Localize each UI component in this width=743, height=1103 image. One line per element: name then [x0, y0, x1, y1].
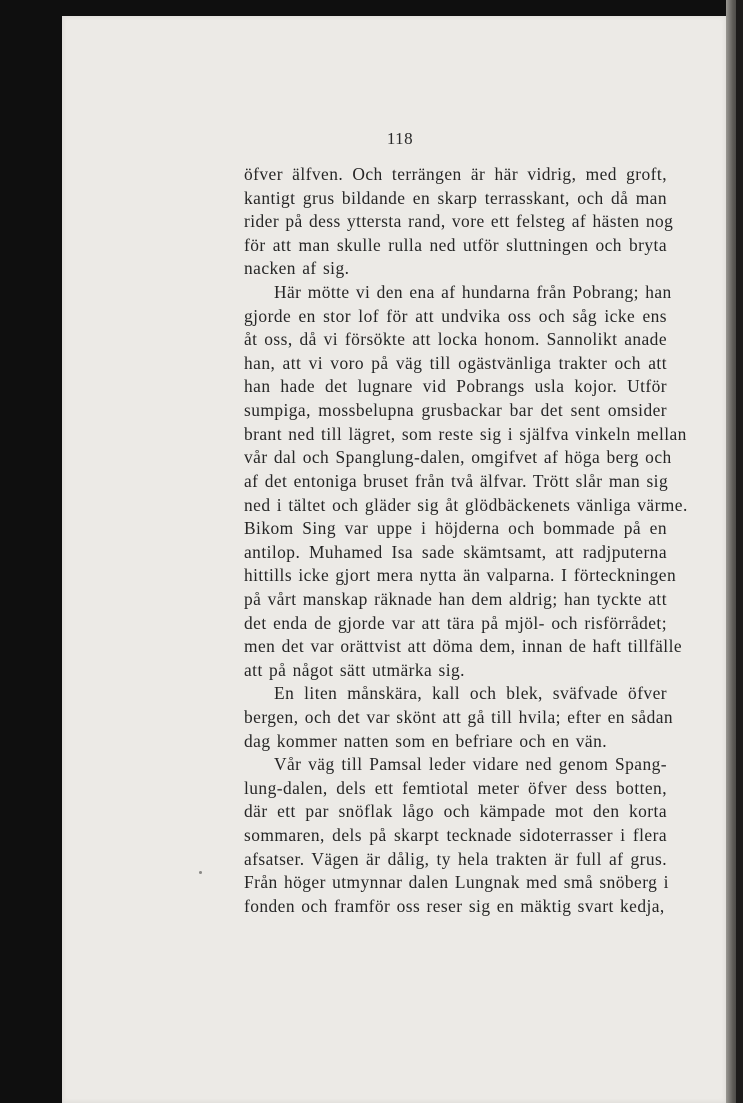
text-line: åt oss, då vi försökte att locka honom. Sannolikt anade — [244, 329, 667, 350]
page-edge-shadow — [736, 0, 743, 1103]
text-line: lung-dalen, dels ett femtiotal meter öfver dess botten, — [244, 777, 667, 798]
text-line: kantigt grus bildande en skarp terrasskant, och då man — [244, 187, 667, 208]
text-line: hittills icke gjort mera nytta än valparna. I förteckningen — [244, 565, 677, 586]
text-line: vår dal och Spanglung-dalen, omgifvet af höga berg och — [244, 447, 672, 468]
text-line: fonden och framför oss reser sig en mäktig svart kedja, — [244, 895, 665, 916]
text-line: han hade det lugnare vid Pobrangs usla kojor. Utför — [244, 376, 667, 397]
text-line: nacken af sig. — [244, 258, 350, 279]
text-line: sumpiga, mossbelupna grusbackar bar det sent omsider — [244, 400, 667, 421]
text-line: men det var orättvist att döma dem, innan de haft tillfälle — [244, 636, 683, 657]
text-line: afsatser. Vägen är dålig, ty hela trakten är full af grus. — [244, 848, 667, 869]
text-line: Här mötte vi den ena af hundarna från Pobrang; han — [274, 282, 672, 303]
text-line: för att man skulle rulla ned utför sluttningen och bryta — [244, 234, 667, 255]
text-line: antilop. Muhamed Isa sade skämtsamt, att radjputerna — [244, 541, 667, 562]
text-line: där ett par snöflak lågo och kämpade mot den korta — [244, 801, 667, 822]
text-line: En liten månskära, kall och blek, sväfvade öfver — [274, 683, 667, 704]
text-line: ned i tältet och gläder sig åt glödbäckenets vänliga värme. — [244, 494, 688, 515]
text-line: Bikom Sing var uppe i höjderna och bommade på en — [244, 518, 667, 539]
text-line: Vår väg till Pamsal leder vidare ned genom Spang- — [274, 754, 667, 775]
page-number: 118 — [386, 129, 414, 148]
text-line: af det entoniga bruset från två älfvar. Trött slår man sig — [244, 470, 669, 491]
paper-page — [62, 16, 726, 1103]
text-line: att på något sätt utmärka sig. — [244, 659, 465, 680]
body-text — [244, 163, 688, 919]
text-line: på vårt manskap räknade han dem aldrig; han tyckte att — [244, 588, 667, 609]
text-line: det enda de gjorde var att tära på mjöl- och risförrådet; — [244, 612, 667, 633]
text-line: bergen, och det var skönt att gå till hvila; efter en sådan — [244, 707, 674, 728]
text-line: Från höger utmynnar dalen Lungnak med små snöberg i — [244, 872, 669, 893]
text-line: öfver älfven. Och terrängen är här vidrig, med groft, — [244, 164, 667, 184]
text-line: brant ned till lägret, som reste sig i själfva vinkeln mellan — [244, 423, 687, 444]
text-line: dag kommer natten som en befriare och en vän. — [244, 730, 608, 751]
paper-speck — [199, 871, 202, 874]
text-line: han, att vi voro på väg till ogästvänliga trakter och att — [244, 352, 667, 373]
text-line: sommaren, dels på skarpt tecknade sidoterrasser i flera — [244, 825, 667, 846]
text-line: rider på dess yttersta rand, vore ett felsteg af hästen nog — [244, 211, 674, 232]
text-line: gjorde en stor lof för att undvika oss och såg icke ens — [244, 305, 667, 326]
